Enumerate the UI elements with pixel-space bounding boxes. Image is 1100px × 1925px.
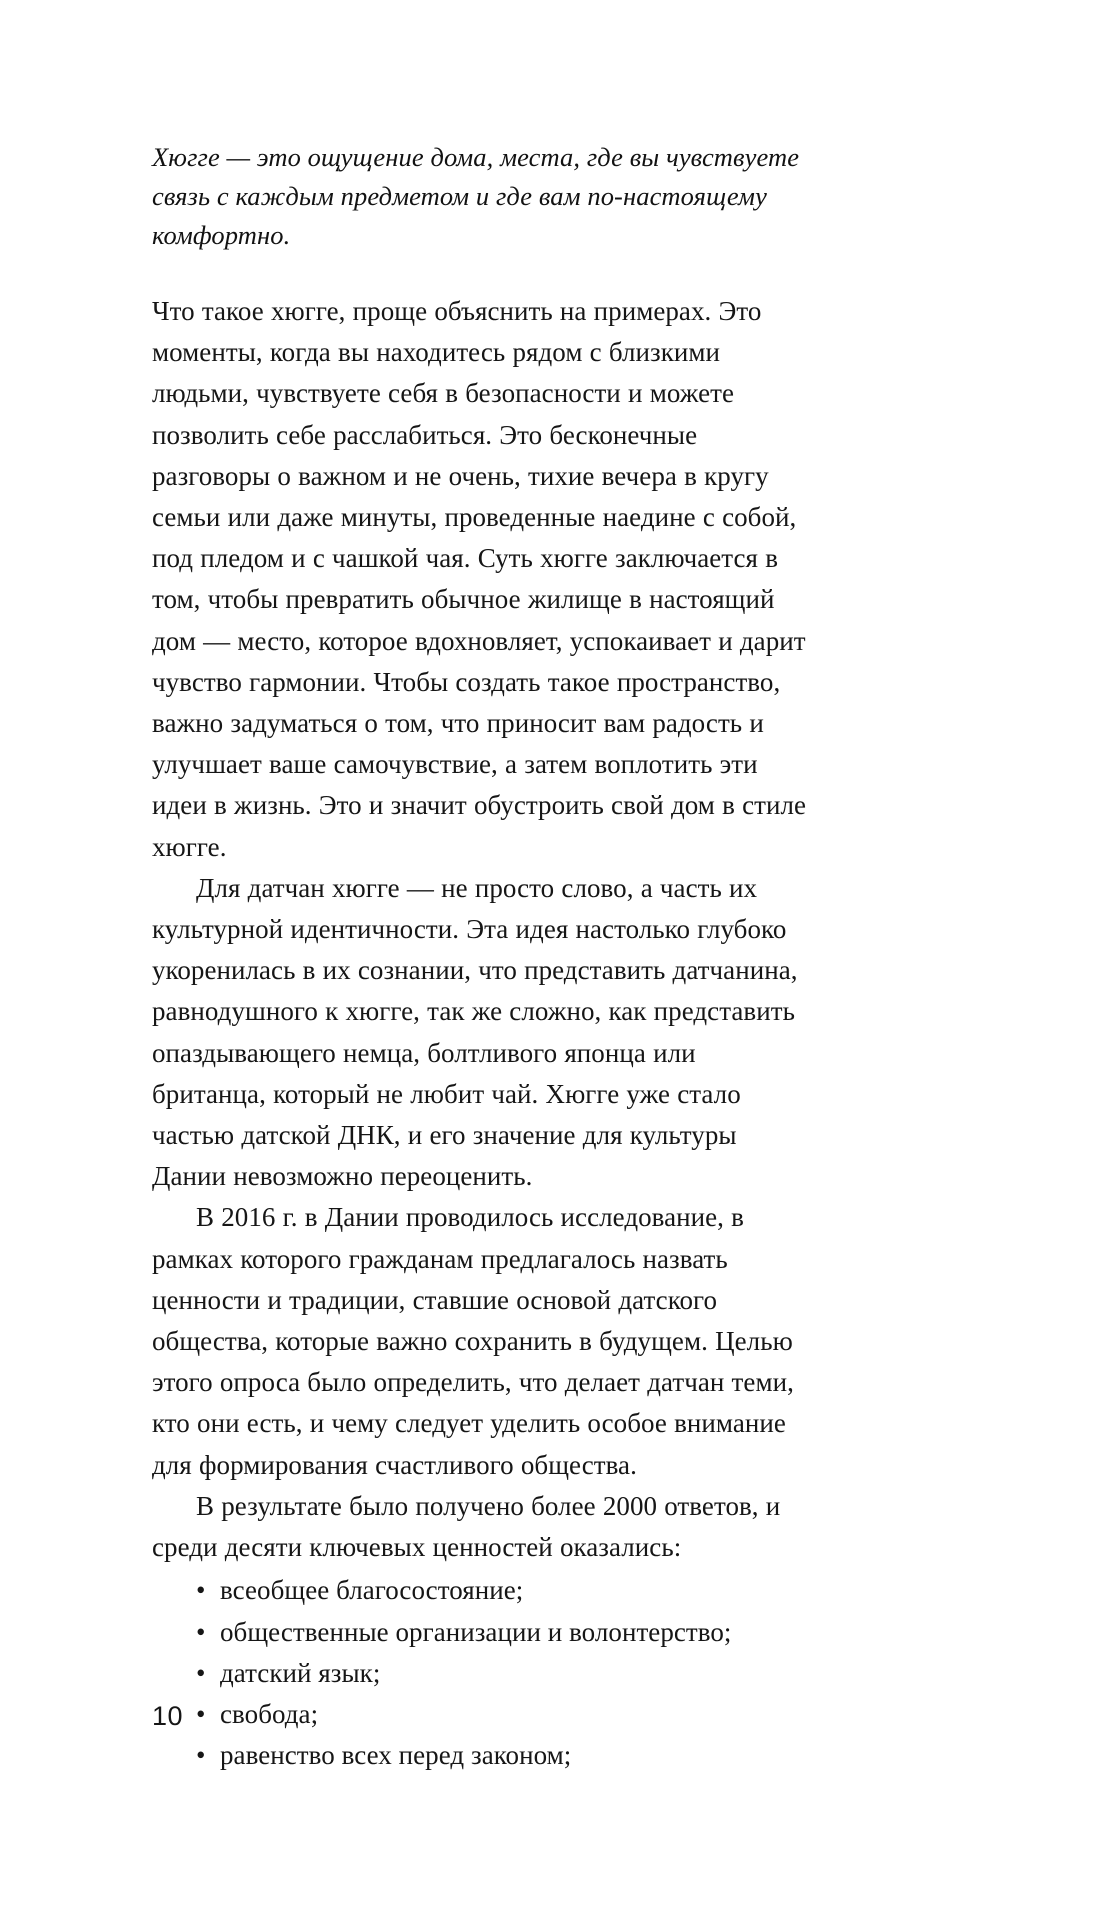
bullet-icon: •	[196, 1740, 206, 1771]
list-item-label: датский язык;	[220, 1657, 381, 1688]
bullet-icon: •	[196, 1616, 206, 1647]
bullet-icon: •	[196, 1698, 206, 1729]
body-paragraph-4: В результате было получено более 2000 ответов, и среди десяти ключевых ценностей оказались:	[152, 1490, 781, 1563]
page-content	[152, 138, 807, 1776]
page-number: 10	[152, 1701, 184, 1731]
bullet-icon: •	[196, 1575, 206, 1606]
list-item	[152, 1612, 807, 1653]
list-item-label: всеобщее благосостояние;	[220, 1575, 524, 1606]
list-item	[152, 1735, 807, 1776]
list-item-label: свобода;	[220, 1698, 319, 1729]
list-item	[152, 1653, 807, 1694]
body-paragraph-1: Что такое хюгге, проще объяснить на примерах. Это моменты, когда вы находитесь рядом с близкими людьми, чувствуете себя в безопасности и можете позволить себе расслабиться. Это бесконечные разговоры о важном и не очень, тихие вечера в кругу семьи или даже минуты, проведенные наедине с собой, под пледом и с чашкой чая. Суть хюгге заключается в том, чтобы превратить обычное жилище в настоящий дом — место, которое вдохновляет, успокаивает и дарит чувство гармонии. Чтобы создать такое пространство, важно задуматься о том, что приносит вам радость и улучшает ваше самочувствие, а затем воплотить эти идеи в жизнь. Это и значит обустроить свой дом в стиле хюгге.	[152, 296, 807, 862]
body-paragraph-2: Для датчан хюгге — не просто слово, а часть их культурной идентичности. Эта идея настолько глубоко укоренилась в их сознании, что представить датчанина, равнодушного к хюгге, так же сложно, как представить опаздывающего немца, болтливого японца или британца, который не любит чай. Хюгге уже стало частью датской ДНК, и его значение для культуры Дании невозможно переоценить.	[152, 872, 798, 1192]
values-list	[152, 1570, 807, 1776]
list-item	[152, 1694, 807, 1735]
list-item-label: равенство всех перед законом;	[220, 1740, 572, 1771]
list-item-label: общественные организации и волонтерство;	[220, 1616, 732, 1647]
body-paragraph-3: В 2016 г. в Дании проводилось исследование, в рамках которого гражданам предлагалось назвать ценности и традиции, ставшие основой датского общества, которые важно сохранить в будущем. Целью этого опроса было определить, что делает датчан теми, кто они есть, и чему следует уделить особое внимание для формирования счастливого общества.	[152, 1202, 794, 1480]
list-item	[152, 1570, 807, 1611]
epigraph: Хюгге — это ощущение дома, места, где вы чувствуете связь с каждым предметом и где вам по-настоящему комфортно.	[152, 142, 800, 250]
bullet-icon: •	[196, 1657, 206, 1688]
